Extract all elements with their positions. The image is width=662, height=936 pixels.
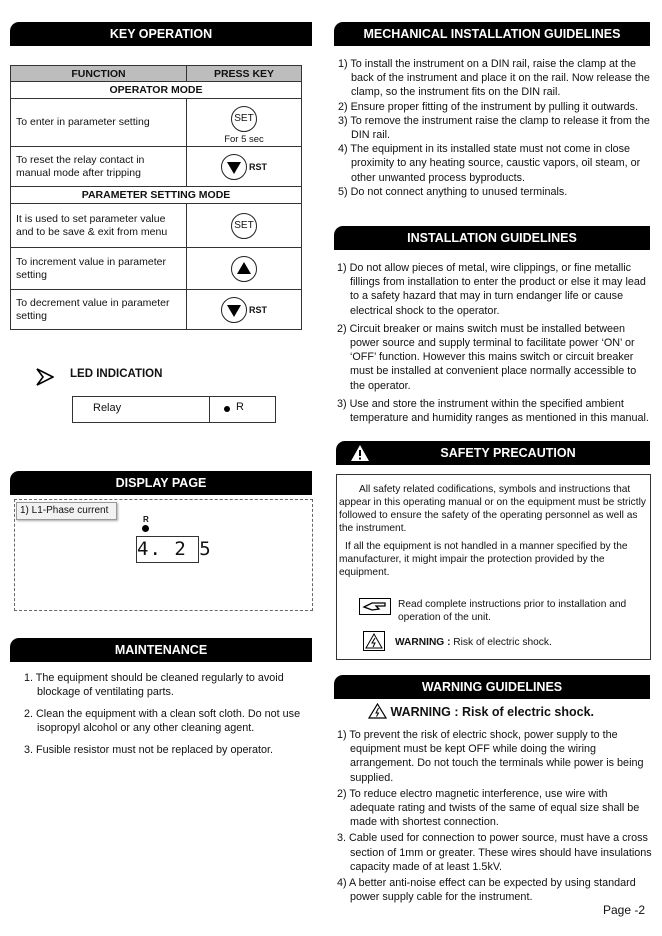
key-operation-table [10, 65, 302, 330]
installation-list [337, 261, 653, 425]
rst-label: RST [249, 304, 267, 315]
mechanical-header: MECHANICAL INSTALLATION GUIDELINES [334, 22, 650, 46]
maintenance-list [24, 671, 316, 757]
safety-header [336, 441, 650, 465]
list-item: 1) Do not allow pieces of metal, wire clippings, or fine metallic fillings from installation to enter the product or else it may lead to a safety hazard that may in turn endanger life or cause electrical shock to the operator. [337, 262, 646, 317]
warning-subtitle: WARNING : Risk of electric shock. [390, 705, 595, 719]
warning-triangle-icon [350, 444, 370, 462]
row-reset-relay-fn: To reset the relay contact in manual mode after tripping [11, 147, 187, 187]
warning-subtitle-row [368, 703, 594, 719]
display-readout: 4. 2 5 [136, 536, 199, 563]
hold-note: For 5 sec [224, 133, 264, 145]
list-item: 4) The equipment in its installed state must not come in close proximity to any heating source, caustic vapors, oil steam, or other unwanted process byproducts. [338, 143, 641, 184]
up-arrow-key-icon [231, 256, 257, 282]
down-arrow-key-icon [221, 297, 247, 323]
list-item: 2) Ensure proper fitting of the instrument by pulling it outwards. [338, 100, 639, 113]
list-item: 2. Clean the equipment with a clean soft cloth. Do not use isopropyl alcohol or any other cleaning agent. [24, 708, 301, 734]
safety-title: SAFETY PRECAUTION [440, 446, 576, 460]
safety-box [336, 474, 651, 660]
row-set-param-key [187, 204, 302, 248]
led-divider [209, 397, 210, 422]
col-function: FUNCTION [11, 66, 187, 82]
row-set-param-fn: It is used to set parameter value and to be save & exit from menu [11, 204, 187, 248]
list-item: 3. Cable used for connection to power source, must have a cross section of 1mm or greater. These wires should have insulations capacity made of at least 1.5kV. [337, 832, 652, 873]
list-item: 5) Do not connect anything to unused terminals. [338, 185, 568, 198]
led-dot-icon [224, 406, 230, 412]
maintenance-header: MAINTENANCE [10, 638, 312, 662]
key-operation-header: KEY OPERATION [10, 22, 312, 46]
led-relay-label: Relay [93, 402, 122, 414]
display-led-label: R [143, 515, 149, 524]
pointer-arrow-icon [36, 368, 54, 386]
warning-list [337, 728, 653, 904]
list-item: 4) A better anti-noise effect can be expected by using standard power supply cable for the instrument. [337, 877, 636, 904]
warning-text: Risk of electric shock. [450, 637, 552, 648]
safety-para-1: All safety related codifications, symbols and instructions that appear in this operating manual or on the equipment must be strictly followed to ensure the safety of the operating personnel as well as the instrument. [339, 484, 646, 534]
led-r-label: R [236, 401, 244, 413]
list-item: 1) To install the instrument on a DIN rail, raise the clamp at the back of the instrument and place it on the rail. Now release the clamp, so the instrument fits on the DIN rail. [338, 58, 650, 99]
warning-bold: WARNING : [395, 637, 451, 648]
page-number: Page -2 [603, 903, 646, 917]
row-reset-relay-key [187, 147, 302, 187]
set-key-icon: SET [231, 106, 257, 132]
col-press-key: PRESS KEY [187, 66, 302, 82]
mechanical-list [338, 57, 652, 199]
display-page-header: DISPLAY PAGE [10, 471, 312, 495]
parameter-mode-row: PARAMETER SETTING MODE [11, 187, 302, 204]
list-item: 2) To reduce electro magnetic interference, use wire with adequate rating and twists of the same of equal size shall be made with shortest connection. [337, 787, 640, 829]
list-item: 3) To remove the instrument raise the clamp to release it from the DIN rail. [338, 114, 650, 142]
list-item: 3) Use and store the instrument within the specified ambient temperature and humidity ranges as mentioned in this manual. [337, 397, 649, 425]
read-note: Read complete instructions prior to installation and operation of the unit. [398, 599, 627, 623]
rst-label: RST [249, 161, 267, 172]
display-led-dot-icon [142, 525, 149, 532]
display-tab: 1) L1-Phase current [16, 502, 117, 520]
shock-warning-icon [363, 631, 385, 651]
read-manual-icon [359, 598, 391, 615]
row-enter-param-fn: To enter in parameter setting [11, 99, 187, 147]
led-table [72, 396, 276, 423]
list-item: 2) Circuit breaker or mains switch must be installed between power source and supply terminal to facilitate power ‘ON’ or ‘OFF’ function. However this mains switch or circuit breaker must be installed at convenient place normally accessible to the operator. [337, 322, 637, 392]
installation-header: INSTALLATION GUIDELINES [334, 226, 650, 250]
list-item: 1. The equipment should be cleaned regularly to avoid blockage of ventilating parts. [24, 672, 284, 698]
set-key-icon: SET [231, 213, 257, 239]
row-enter-param-key [187, 99, 302, 147]
list-item: 1) To prevent the risk of electric shock, power supply to the equipment must be kept OFF while doing the wiring arrangement. Do not touch the terminals while power is being supplied. [337, 729, 644, 784]
warning-header: WARNING GUIDELINES [334, 675, 650, 699]
shock-warning-line [395, 636, 552, 649]
row-decrement-key [187, 290, 302, 330]
row-decrement-fn: To decrement value in parameter setting [11, 290, 187, 330]
led-indication-title: LED INDICATION [70, 368, 163, 380]
row-increment-fn: To increment value in parameter setting [11, 248, 187, 290]
safety-para-2: If all the equipment is not handled in a manner specified by the manufacturer, it might impair the protection provided by the equipment. [339, 541, 628, 578]
shock-triangle-icon [368, 703, 387, 719]
down-arrow-key-icon [221, 154, 247, 180]
operator-mode-row: OPERATOR MODE [11, 82, 302, 99]
row-increment-key [187, 248, 302, 290]
list-item: 3. Fusible resistor must not be replaced by operator. [24, 744, 274, 756]
